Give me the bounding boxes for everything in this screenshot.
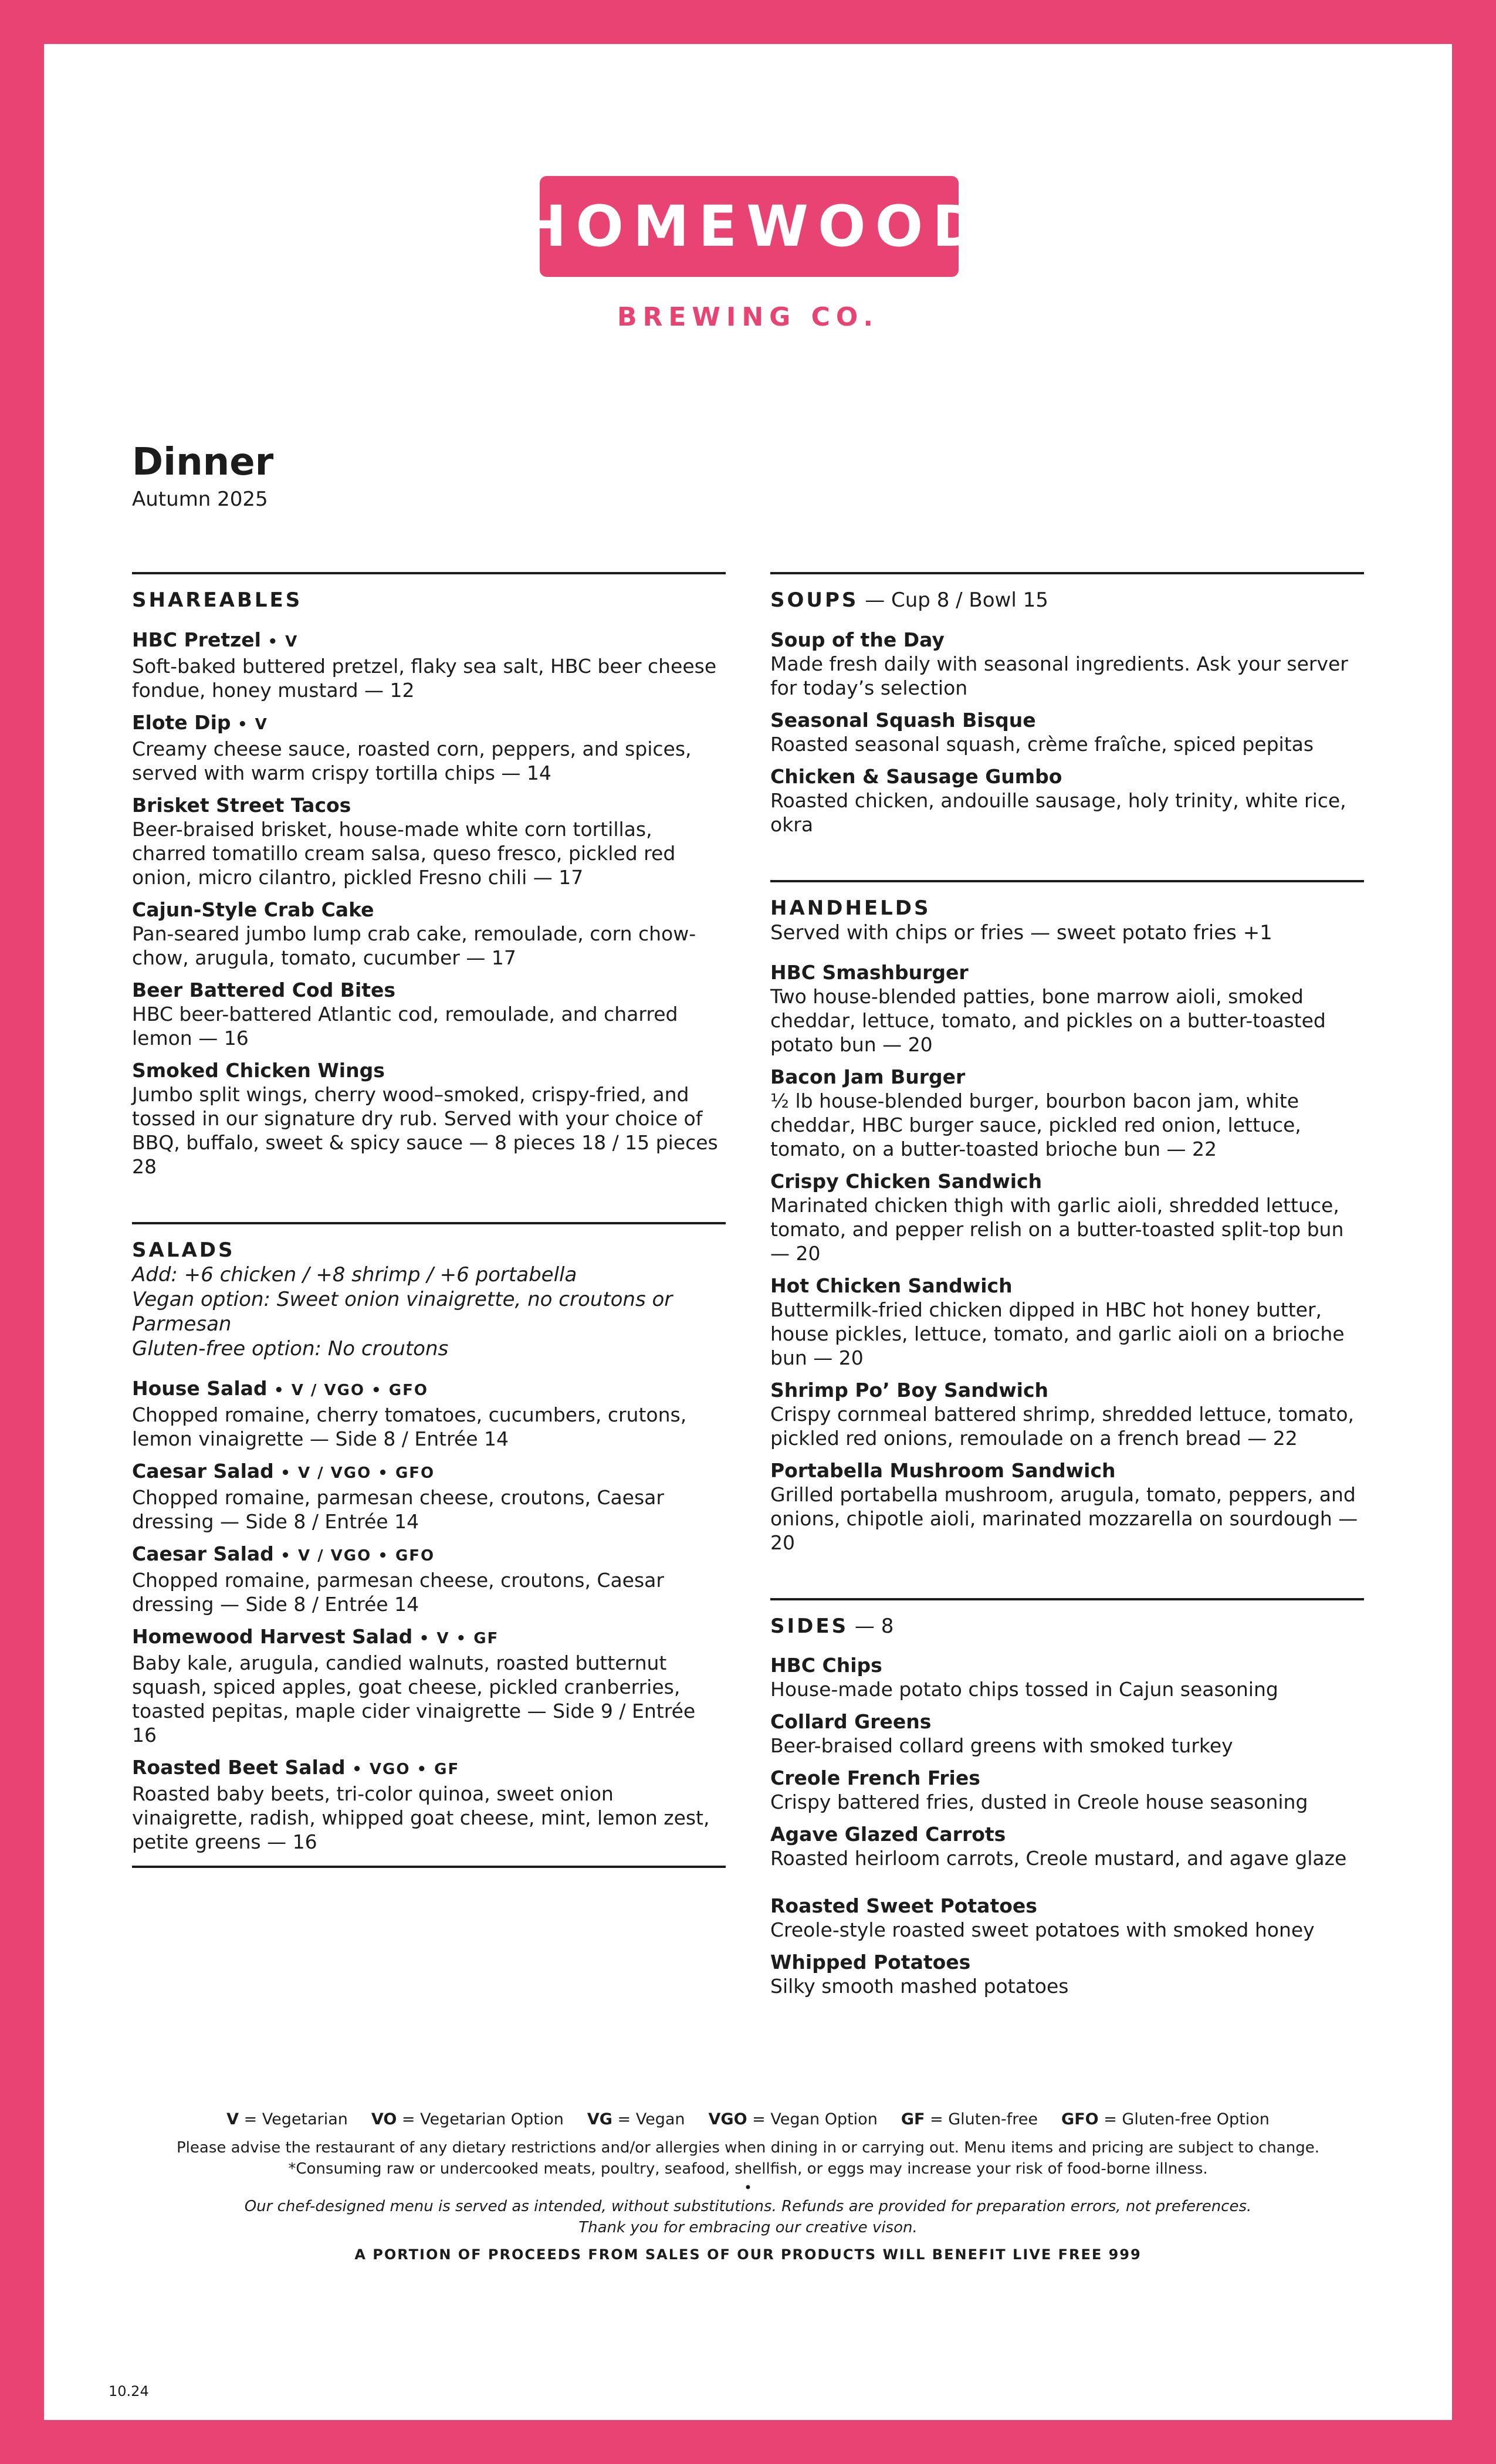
menu-item [770, 628, 1364, 700]
menu-title-block [132, 440, 273, 511]
menu-item [770, 1169, 1364, 1265]
menu-season: Autumn 2025 [132, 487, 268, 511]
item-name: Shrimp Po’ Boy Sandwich [770, 1378, 1049, 1402]
item-name: Creole French Fries [770, 1766, 980, 1790]
legend-entry [226, 2110, 348, 2128]
section-title-text: SALADS [132, 1238, 235, 1262]
item-name-line [132, 1755, 726, 1782]
item-name: Elote Dip [132, 710, 231, 734]
brand-logo [519, 176, 989, 277]
raw-food-advisory: *Consuming raw or undercooked meats, poultry, seafood, shellfish, or eggs may increase your risk of food-borne illness. [288, 2160, 1208, 2178]
menu-section [770, 572, 1364, 837]
item-name: Roasted Beet Salad [132, 1755, 346, 1779]
item-name-line [770, 1950, 1364, 1974]
item-name: Seasonal Squash Bisque [770, 708, 1036, 732]
item-name-line [770, 960, 1364, 984]
item-description: Chopped romaine, parmesan cheese, croutons, Caesar dressing — Side 8 / Entrée 14 [132, 1568, 664, 1616]
section-note: Vegan option: Sweet onion vinaigrette, no croutons or Parmesan [132, 1287, 673, 1336]
brand-subtitle: BREWING CO. [617, 302, 879, 332]
item-name-line [132, 978, 726, 1002]
menu-section [770, 1598, 1364, 1999]
legend-entry [709, 2110, 878, 2128]
section-title [770, 1615, 1364, 1639]
menu-item [770, 1950, 1364, 1998]
item-name-line [770, 1766, 1364, 1790]
section-price: — 8 [848, 1614, 894, 1638]
menu-item [132, 1542, 726, 1616]
legend-label: = Vegan Option [747, 2110, 878, 2128]
menu-item [770, 1653, 1364, 1701]
legend-code: VGO [708, 2110, 747, 2128]
menu-item [770, 1458, 1364, 1555]
item-name: Whipped Potatoes [770, 1951, 971, 1974]
section-note: Served with chips or fries — sweet potato fries +1 [770, 920, 1272, 945]
dietary-legend [44, 2109, 1452, 2130]
menu-item [132, 978, 726, 1050]
section-title-text: HANDHELDS [770, 896, 931, 920]
item-name: Soup of the Day [770, 628, 945, 651]
item-description: Two house-blended patties, bone marrow aioli, smoked cheddar, lettuce, tomato, and pickles on a butter-toasted potato bun — 20 [770, 984, 1326, 1056]
item-description: Roasted baby beets, tri-color quinoa, sweet onion vinaigrette, radish, whipped goat cheese, mint, lemon zest, petite greens — 16 [132, 1782, 710, 1853]
section-title [770, 588, 1364, 612]
menu-item [132, 1624, 726, 1747]
legend-code: GFO [1061, 2110, 1099, 2128]
menu-item [132, 898, 726, 970]
item-name: Caesar Salad [132, 1542, 274, 1565]
item-diet-tags: • V [238, 715, 268, 733]
item-description: Roasted seasonal squash, crème fraîche, spiced pepitas [770, 732, 1314, 756]
item-description: Grilled portabella mushroom, arugula, tomato, peppers, and onions, chipotle aioli, marinated mozzarella on sourdough — 20 [770, 1483, 1358, 1554]
item-name-line [770, 1065, 1364, 1089]
item-name: HBC Chips [770, 1654, 882, 1677]
item-name-line [770, 1458, 1364, 1483]
item-description: Pan-seared jumbo lump crab cake, remoulade, corn chow-chow, arugula, tomato, cucumber — 17 [132, 922, 696, 969]
item-description: Chopped romaine, parmesan cheese, croutons, Caesar dressing — Side 8 / Entrée 14 [132, 1485, 664, 1533]
menu-item [132, 1376, 726, 1451]
item-name-line [770, 1822, 1364, 1846]
item-description: Made fresh daily with seasonal ingredients. Ask your server for today’s selection [770, 652, 1348, 699]
item-name: Agave Glazed Carrots [770, 1823, 1006, 1846]
section-notes [132, 1263, 726, 1361]
menu-item [770, 1274, 1364, 1370]
section-title-text: SOUPS [770, 588, 859, 612]
substitution-policy: Our chef-designed menu is served as intended, without substitutions. Refunds are provided for preparation errors, not preferences. [244, 2198, 1252, 2215]
item-name-line [770, 1169, 1364, 1193]
item-name-line [132, 793, 726, 817]
menu-item [132, 793, 726, 889]
item-diet-tags: • V / VGO • GFO [280, 1546, 435, 1565]
item-description: Silky smooth mashed potatoes [770, 1975, 1069, 1998]
menu-section [132, 1222, 726, 1868]
item-name: Homewood Harvest Salad [132, 1624, 413, 1648]
allergy-advisory: Please advise the restaurant of any dietary restrictions and/or allergies when dining in or carrying out. Menu items and pricing are subject to change. [177, 2139, 1319, 2157]
legend-label: = Vegan [612, 2110, 685, 2128]
item-diet-tags: • V / VGO • GFO [274, 1381, 428, 1399]
item-name-line [132, 1459, 726, 1485]
legend-code: VG [587, 2110, 612, 2128]
menu-section [132, 572, 726, 1179]
item-name: Beer Battered Cod Bites [132, 978, 396, 1001]
section-end-rule [132, 1866, 726, 1868]
item-description: House-made potato chips tossed in Cajun seasoning [770, 1678, 1278, 1701]
section-title [770, 896, 1364, 920]
item-description: Creole-style roasted sweet potatoes with smoked honey [770, 1918, 1315, 1942]
section-title [132, 588, 726, 612]
thank-you-note: Thank you for embracing our creative vison. [578, 2219, 918, 2236]
menu-item [770, 1766, 1364, 1814]
item-name-line [132, 1058, 726, 1082]
item-name-line [132, 1624, 726, 1651]
item-name-line [132, 898, 726, 922]
item-diet-tags: • VGO • GF [352, 1760, 460, 1778]
item-name-line [770, 764, 1364, 788]
item-description: Crispy battered fries, dusted in Creole house seasoning [770, 1791, 1308, 1814]
menu-item [132, 1058, 726, 1179]
footer-bullet: • [743, 2179, 753, 2196]
menu-item [770, 1822, 1364, 1870]
menu-version: 10.24 [109, 2383, 149, 2399]
legend-entry [901, 2110, 1038, 2128]
section-title-text: SHAREABLES [132, 588, 303, 612]
legend-entry [371, 2110, 564, 2128]
item-name: Chicken & Sausage Gumbo [770, 764, 1062, 788]
item-name: Collard Greens [770, 1710, 932, 1734]
section-note: Gluten-free option: No croutons [132, 1336, 449, 1360]
item-name: HBC Smashburger [770, 960, 969, 984]
item-diet-tags: • V / VGO • GFO [280, 1464, 435, 1482]
item-diet-tags: • V • GF [419, 1629, 499, 1647]
item-name: Bacon Jam Burger [770, 1065, 966, 1088]
item-description: Crispy cornmeal battered shrimp, shredded lettuce, tomato, pickled red onions, remoulade on a french bread — 22 [770, 1402, 1355, 1450]
menu-item [770, 1894, 1364, 1942]
brand-name: HOMEWOOD [519, 194, 989, 259]
item-description: Beer-braised collard greens with smoked turkey [770, 1734, 1233, 1758]
item-name: House Salad [132, 1376, 268, 1400]
item-name: Crispy Chicken Sandwich [770, 1169, 1043, 1193]
item-description: Beer-braised brisket, house-made white corn tortillas, charred tomatillo cream salsa, queso fresco, pickled red onion, micro cilantro, pickled Fresno chili — 17 [132, 817, 676, 889]
item-description: ½ lb house-blended burger, bourbon bacon jam, white cheddar, HBC burger sauce, pickled red onion, lettuce, tomato, on a butter-toasted brioche bun — 22 [770, 1089, 1301, 1160]
item-name-line [770, 708, 1364, 732]
legend-label: = Vegetarian [238, 2110, 348, 2128]
item-name: Hot Chicken Sandwich [770, 1274, 1013, 1297]
menu-item [770, 960, 1364, 1057]
menu-item [132, 1755, 726, 1854]
item-name-line [132, 710, 726, 737]
menu-item [770, 1065, 1364, 1161]
item-name: Portabella Mushroom Sandwich [770, 1458, 1116, 1482]
menu-item [770, 708, 1364, 756]
item-name: HBC Pretzel [132, 628, 261, 651]
section-price: — Cup 8 / Bowl 15 [858, 588, 1048, 612]
menu-item [132, 710, 726, 785]
menu-item [770, 1378, 1364, 1450]
item-name-line [770, 1894, 1364, 1918]
item-name: Smoked Chicken Wings [132, 1058, 385, 1082]
item-name-line [770, 628, 1364, 652]
item-name: Cajun-Style Crab Cake [132, 898, 374, 921]
item-description: HBC beer-battered Atlantic cod, remoulade, and charred lemon — 16 [132, 1002, 678, 1050]
item-name: Brisket Street Tacos [132, 793, 351, 817]
section-title-text: SIDES [770, 1614, 849, 1638]
footer [44, 2109, 1452, 2265]
benefit-note: A PORTION OF PROCEEDS FROM SALES OF OUR PRODUCTS WILL BENEFIT LIVE FREE 999 [354, 2246, 1142, 2263]
menu-item [770, 764, 1364, 837]
item-name: Roasted Sweet Potatoes [770, 1894, 1037, 1918]
menu-title: Dinner [132, 441, 274, 484]
legend-entry [587, 2110, 685, 2128]
legend-code: V [226, 2110, 239, 2128]
menu-page [44, 44, 1452, 2420]
section-title [132, 1238, 726, 1263]
section-note: Add: +6 chicken / +8 shrimp / +6 portabella [132, 1263, 577, 1287]
item-name-line [770, 1710, 1364, 1734]
item-name-line [132, 1376, 726, 1403]
menu-item [132, 1459, 726, 1534]
item-name: Caesar Salad [132, 1459, 274, 1483]
legend-entry [1061, 2110, 1270, 2128]
menu-section [770, 880, 1364, 1555]
item-description: Creamy cheese sauce, roasted corn, peppers, and spices, served with warm crispy tortilla chips — 14 [132, 737, 692, 784]
left-column [132, 572, 726, 1911]
item-name-line [132, 1542, 726, 1568]
item-description: Roasted chicken, andouille sausage, holy trinity, white rice, okra [770, 788, 1346, 836]
item-description: Baby kale, arugula, candied walnuts, roasted butternut squash, spiced apples, goat cheese, pickled cranberries, toasted pepitas, maple cider vinaigrette — Side 9 / Entrée 16 [132, 1651, 696, 1747]
item-description: Buttermilk-fried chicken dipped in HBC hot honey butter, house pickles, lettuce, tomato, and garlic aioli on a brioche bun — 20 [770, 1298, 1345, 1369]
item-description: Marinated chicken thigh with garlic aioli, shredded lettuce, tomato, and pepper relish on a butter-toasted split-top bun — 20 [770, 1193, 1344, 1265]
legend-code: GF [901, 2110, 925, 2128]
legend-code: VO [371, 2110, 397, 2128]
item-name-line [132, 628, 726, 654]
item-name-line [770, 1378, 1364, 1402]
item-name-line [770, 1653, 1364, 1677]
item-diet-tags: • V [268, 632, 299, 651]
item-description: Soft-baked buttered pretzel, flaky sea salt, HBC beer cheese fondue, honey mustard — 12 [132, 654, 717, 702]
legend-label: = Gluten-free [925, 2110, 1038, 2128]
menu-item [770, 1710, 1364, 1758]
section-notes [770, 920, 1364, 945]
item-description: Roasted heirloom carrots, Creole mustard, and agave glaze [770, 1847, 1347, 1870]
item-description: Jumbo split wings, cherry wood–smoked, crispy-fried, and tossed in our signature dry rub. Served with your choice of BBQ, buffalo, sweet & spicy sauce — 8 pieces 18 / 15 pieces 28 [132, 1082, 718, 1178]
menu-item [132, 628, 726, 702]
item-name-line [770, 1274, 1364, 1298]
legend-label: = Gluten-free Option [1098, 2110, 1270, 2128]
item-description: Chopped romaine, cherry tomatoes, cucumbers, crutons, lemon vinaigrette — Side 8 / Entrée 14 [132, 1403, 687, 1450]
right-column [770, 572, 1364, 2042]
legend-label: = Vegetarian Option [397, 2110, 564, 2128]
